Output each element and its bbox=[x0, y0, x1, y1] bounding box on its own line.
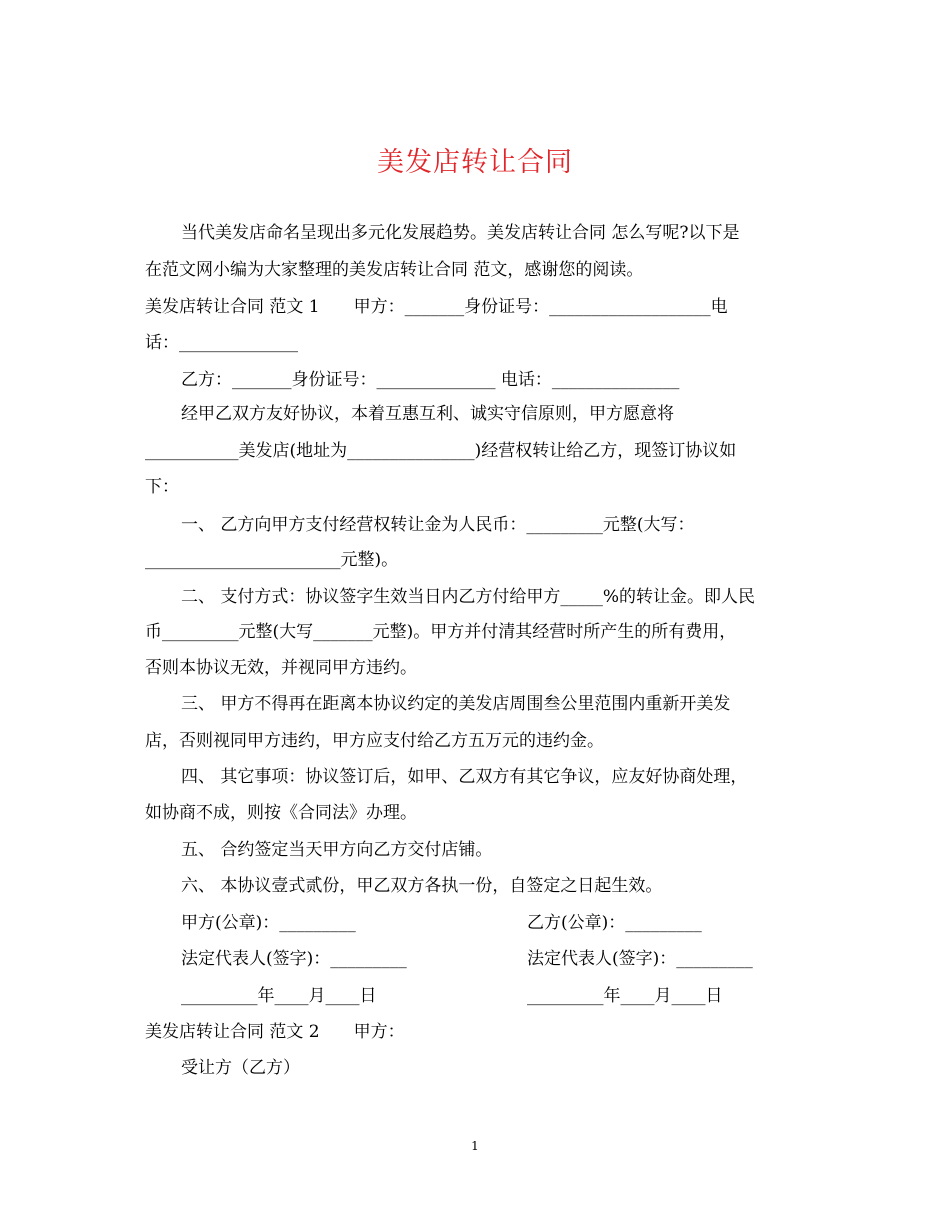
party-b-seal: 乙方(公章)：_________ bbox=[527, 913, 702, 933]
party-a-date: _________年____月____日 bbox=[181, 986, 377, 1006]
clause-5: 五、 合约签定当天甲方向乙方交付店铺。 bbox=[181, 840, 493, 860]
sample1-header: 美发店转让合同 范文 1 甲方：_______身份证号：___________________电 bbox=[145, 297, 728, 317]
intro-line-2: 在范文网小编为大家整理的美发店转让合同 范文，感谢您的阅读。 bbox=[145, 260, 644, 280]
agreement-line-1: 经甲乙双方友好协议，本着互惠互利、诚实守信原则，甲方愿意将 bbox=[181, 404, 674, 424]
page-number: 1 bbox=[471, 1139, 479, 1153]
clause-6: 六、 本协议壹式贰份，甲乙双方各执一份，自签定之日起生效。 bbox=[181, 876, 663, 896]
party-b-representative: 法定代表人(签字)：_________ bbox=[527, 949, 753, 969]
clause-1-line-1: 一、 乙方向甲方支付经营权转让金为人民币：_________元整(大写： bbox=[181, 515, 695, 535]
sample1-phone: 话：______________ bbox=[145, 333, 298, 353]
clause-2-line-1: 二、 支付方式：协议签字生效当日内乙方付给甲方_____%的转让金。即人民 bbox=[181, 587, 756, 607]
sample2-header: 美发店转让合同 范文 2 甲方： bbox=[145, 1022, 405, 1042]
clause-3-line-2: 店，否则视同甲方违约，甲方应支付给乙方五万元的违约金。 bbox=[145, 731, 604, 751]
party-a-seal: 甲方(公章)：_________ bbox=[181, 913, 356, 933]
agreement-line-3: 下： bbox=[145, 477, 179, 497]
party-b-date: _________年____月____日 bbox=[527, 986, 723, 1006]
clause-2-line-2: 币_________元整(大写_______元整)。甲方并付清其经营时所产生的所有费用， bbox=[145, 622, 737, 642]
agreement-line-2: ___________美发店(地址为_______________)经营权转让给乙方，现签订协议如 bbox=[145, 441, 737, 461]
party-a-representative: 法定代表人(签字)：_________ bbox=[181, 949, 407, 969]
clause-1-line-2: _______________________元整)。 bbox=[145, 550, 399, 570]
party-b-line: 乙方：_______身份证号：______________ 电话：_______________ bbox=[181, 370, 680, 390]
intro-line-1: 当代美发店命名呈现出多元化发展趋势。美发店转让合同 怎么写呢?以下是 bbox=[181, 223, 740, 243]
clause-4-line-2: 如协商不成，则按《合同法》办理。 bbox=[145, 803, 417, 823]
clause-4-line-1: 四、 其它事项：协议签订后，如甲、乙双方有其它争议，应友好协商处理， bbox=[181, 767, 748, 787]
transferee-line: 受让方（乙方） bbox=[181, 1058, 300, 1078]
clause-2-line-3: 否则本协议无效，并视同甲方违约。 bbox=[145, 658, 417, 678]
clause-3-line-1: 三、 甲方不得再在距离本协议约定的美发店周围叁公里范围内重新开美发 bbox=[181, 694, 731, 714]
document-title: 美发店转让合同 bbox=[377, 147, 573, 178]
